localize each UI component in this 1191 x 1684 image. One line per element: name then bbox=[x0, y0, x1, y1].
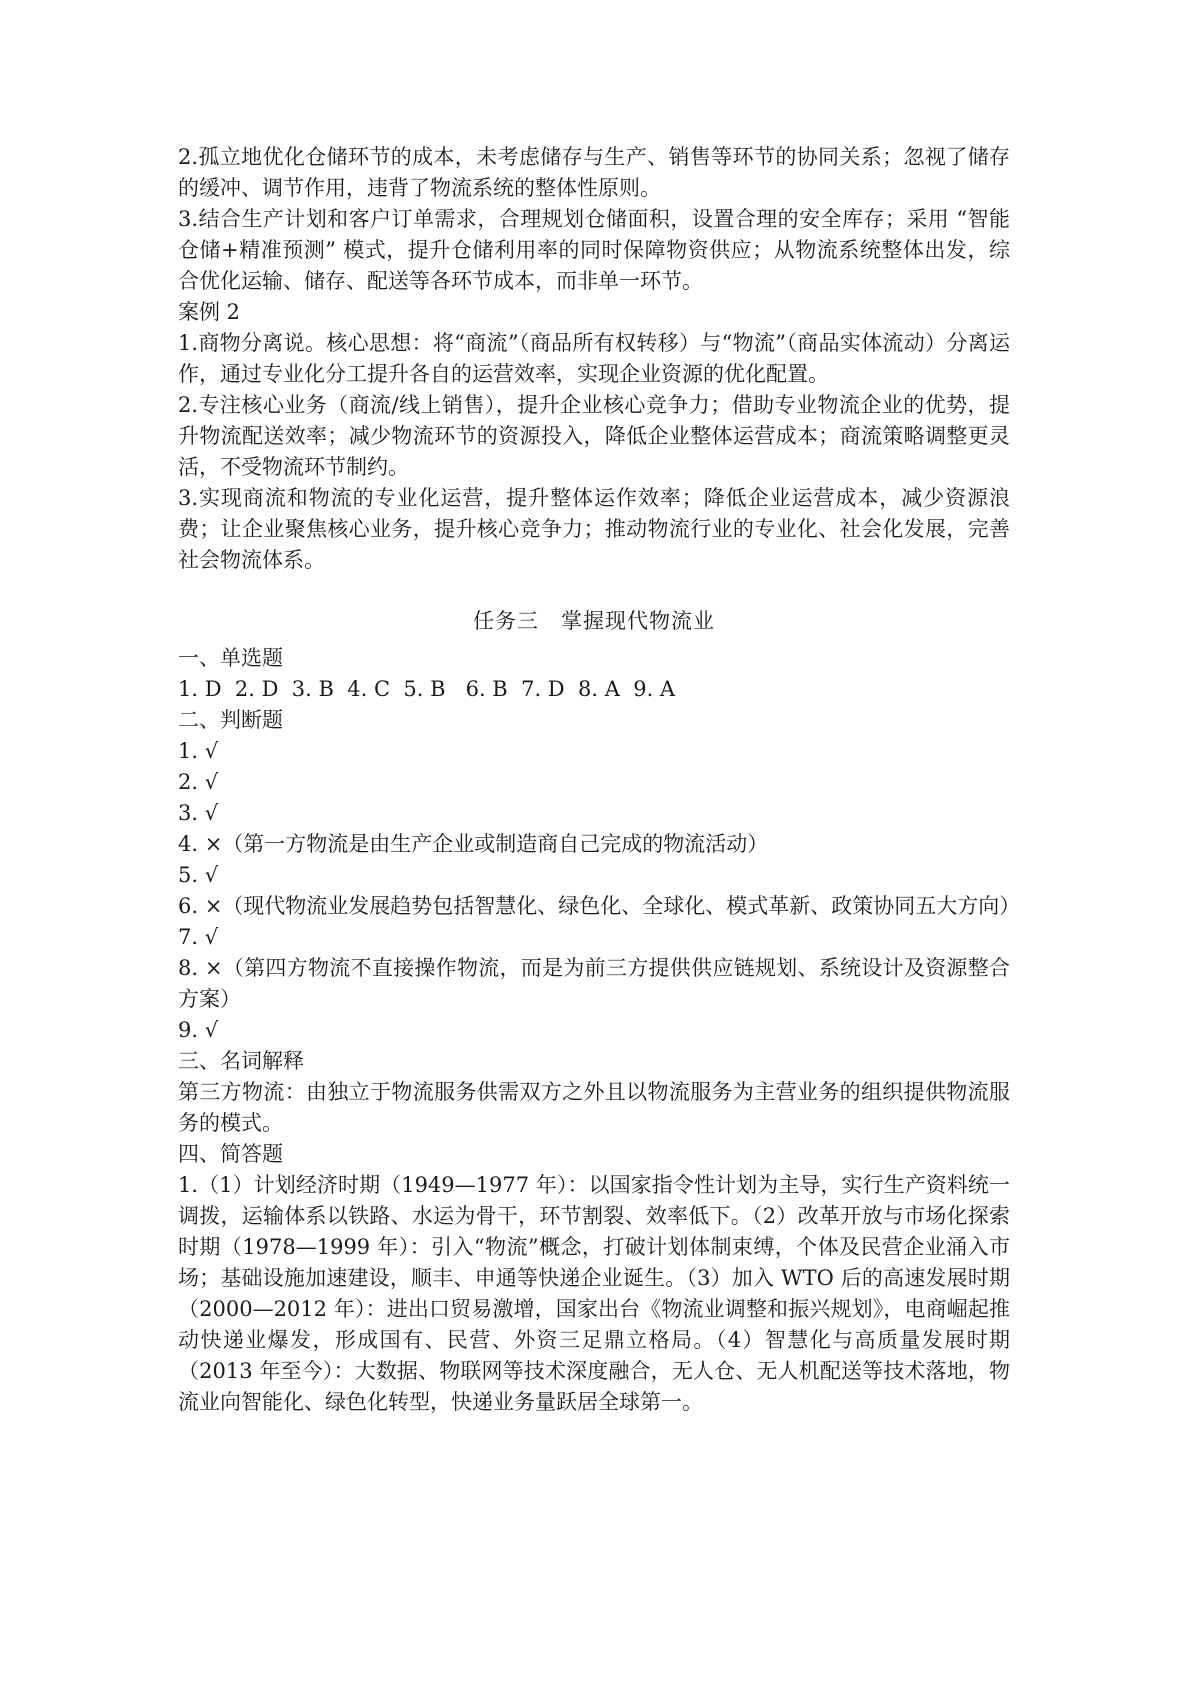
true-false-item: 1. √ bbox=[178, 739, 219, 763]
term-explanation-text: 第三方物流：由独立于物流服务供需双方之外且以物流服务为主营业务的组织提供物流服务的模式。 bbox=[178, 1080, 1010, 1135]
task3-title: 任务三 掌握现代物流业 bbox=[473, 609, 715, 633]
short-answer-heading: 四、简答题 bbox=[178, 1142, 283, 1166]
case1-answer-3: 3.结合生产计划和客户订单需求，合理规划仓储面积，设置合理的安全库存；采用 “智能仓储+精准预测” 模式，提升仓储利用率的同时保障物资供应；从物流系统整体出发，综合优化运输、储存、配送等各环节成本，而非单一环节。 bbox=[178, 207, 1010, 293]
case2-answer-3: 3.实现商流和物流的专业化运营，提升整体运作效率；降低企业运营成本，减少资源浪费；让企业聚焦核心业务，提升核心竞争力；推动物流行业的专业化、社会化发展，完善社会物流体系。 bbox=[178, 486, 1010, 572]
true-false-item: 8. ×（第四方物流不直接操作物流，而是为前三方提供供应链规划、系统设计及资源整合方案） bbox=[178, 956, 1010, 1011]
true-false-item: 7. √ bbox=[178, 925, 219, 949]
term-explanation-heading: 三、名词解释 bbox=[178, 1049, 304, 1073]
true-false-item: 5. √ bbox=[178, 863, 219, 887]
case2-answer-2: 2.专注核心业务（商流/线上销售），提升企业核心竞争力；借助专业物流企业的优势，提升物流配送效率；减少物流环节的资源投入，降低企业整体运营成本；商流策略调整更灵活，不受物流环节制约。 bbox=[178, 393, 1010, 479]
case2-title: 案例 2 bbox=[178, 300, 241, 324]
true-false-item: 6. ×（现代物流业发展趋势包括智慧化、绿色化、全球化、模式革新、政策协同五大方向） bbox=[178, 894, 1021, 918]
short-answer-text: 1.（1）计划经济时期（1949—1977 年）：以国家指令性计划为主导，实行生产资料统一调拨，运输体系以铁路、水运为骨干，环节割裂、效率低下。（2）改革开放与市场化探索时期（1978—1999 年）：引入“物流”概念，打破计划体制束缚，个体及民营企业涌入市场；基础设施加速建设，顺丰、申通等快递企业诞生。（3）加入 WTO 后的高速发展时期（2000—2012 年）：进出口贸易激增，国家出台《物流业调整和振兴规划》，电商崛起推动快递业爆发，形成国有、民营、外资三足鼎立格局。（4）智慧化与高质量发展时期（2013 年至今）：大数据、物联网等技术深度融合，无人仓、无人机配送等技术落地，物流业向智能化、绿色化转型，快递业务量跃居全球第一。 bbox=[178, 1173, 1010, 1414]
true-false-item: 9. √ bbox=[178, 1018, 219, 1042]
case2-answer-1: 1.商物分离说。核心思想：将“商流”（商品所有权转移）与“物流”（商品实体流动）分离运作，通过专业化分工提升各自的运营效率，实现企业资源的优化配置。 bbox=[178, 331, 1010, 386]
single-choice-heading: 一、单选题 bbox=[178, 646, 283, 670]
true-false-heading: 二、判断题 bbox=[178, 708, 283, 732]
true-false-item: 2. √ bbox=[178, 770, 219, 794]
true-false-item: 3. √ bbox=[178, 801, 219, 825]
case1-answer-2: 2.孤立地优化仓储环节的成本，未考虑储存与生产、销售等环节的协同关系；忽视了储存的缓冲、调节作用，违背了物流系统的整体性原则。 bbox=[178, 145, 1010, 200]
document-page bbox=[178, 142, 1021, 1418]
single-choice-answers: 1. D 2. D 3. B 4. C 5. B 6. B 7. D 8. A 9. A bbox=[178, 677, 676, 701]
true-false-item: 4. ×（第一方物流是由生产企业或制造商自己完成的物流活动） bbox=[178, 832, 769, 856]
